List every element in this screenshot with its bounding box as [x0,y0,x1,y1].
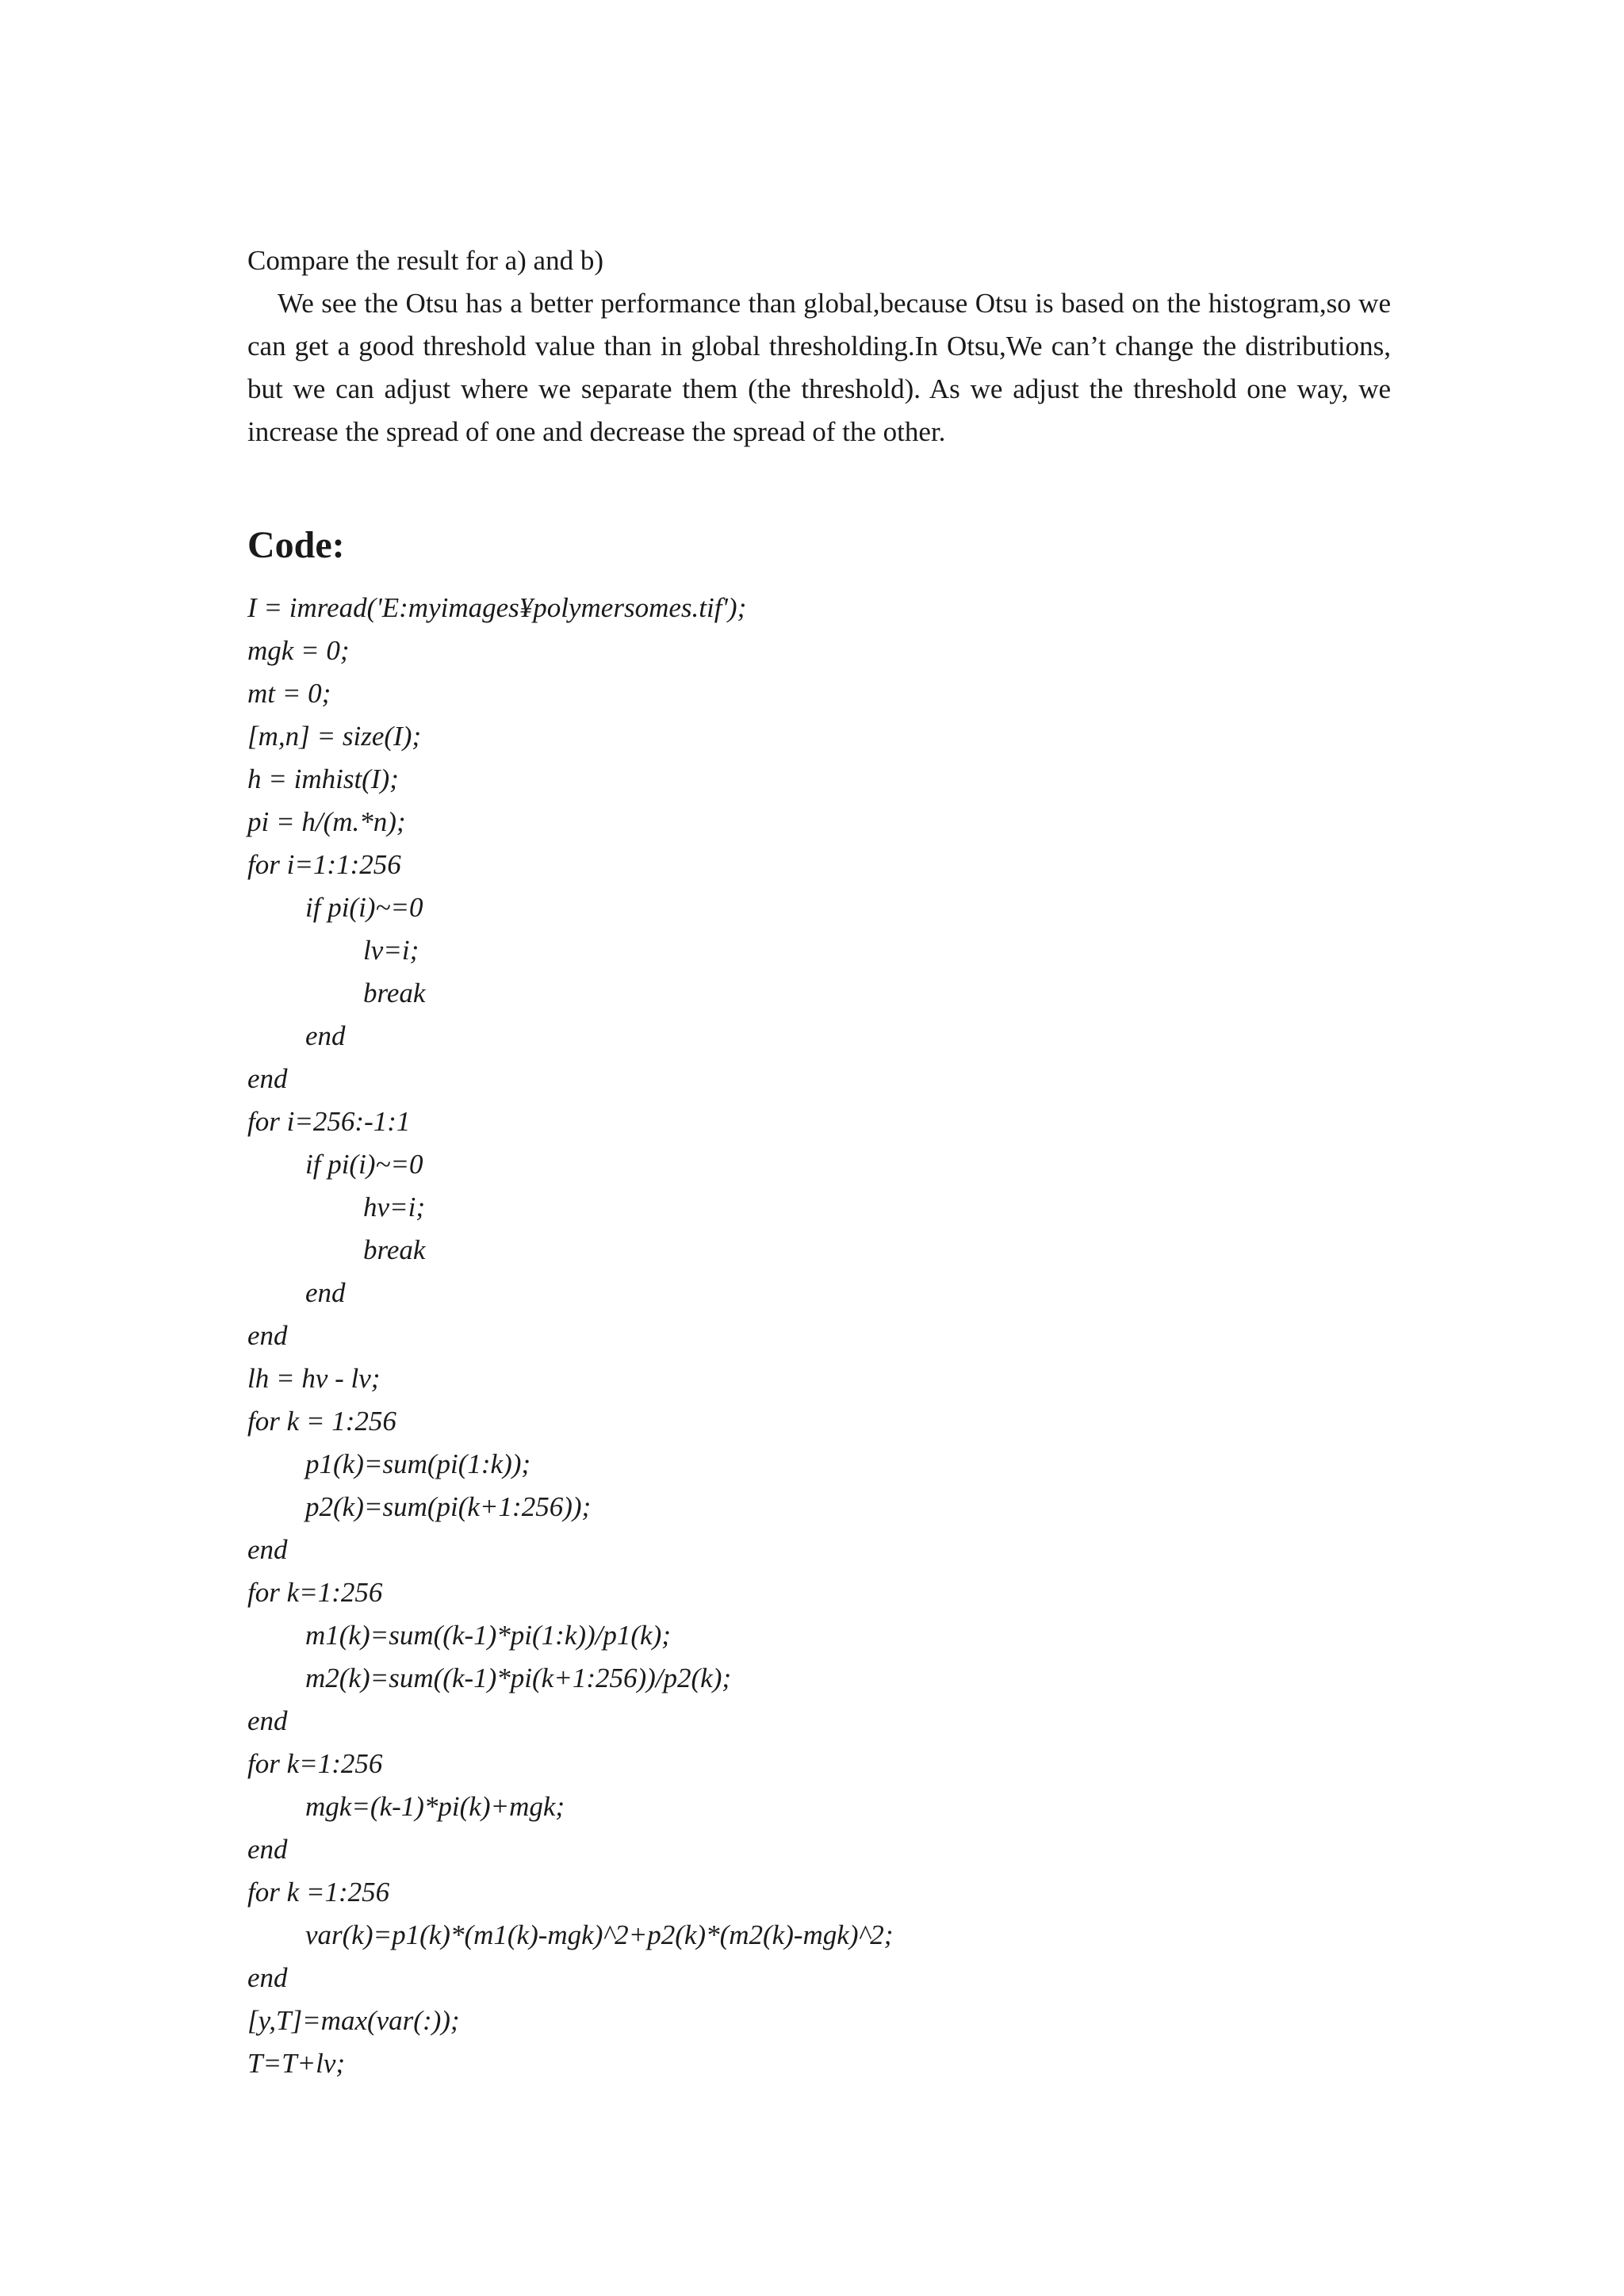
code-line: end [247,1962,288,1993]
document-content [247,239,1391,2085]
code-line: [y,T]=max(var(:)); [247,2005,460,2036]
code-line: mgk=(k-1)*pi(k)+mgk; [305,1791,565,1822]
code-line: break [363,1234,426,1265]
code-line: p1(k)=sum(pi(1:k)); [305,1448,531,1479]
code-line: for i=1:1:256 [247,849,401,880]
code-line: end [247,1705,288,1736]
code-line: end [247,1063,288,1094]
code-line: mgk = 0; [247,635,350,666]
code-line: m2(k)=sum((k-1)*pi(k+1:256))/p2(k); [305,1663,732,1693]
code-line: break [363,978,426,1008]
code-line: hv=i; [363,1192,426,1223]
code-line: mt = 0; [247,678,331,709]
compare-heading: Compare the result for a) and b) [247,245,604,276]
code-line: if pi(i)~=0 [305,1149,423,1180]
code-line: m1(k)=sum((k-1)*pi(1:k))/p1(k); [305,1620,671,1651]
body-paragraph: We see the Otsu has a better performance than global,because Otsu is based on the histogram,so we can get a good threshold value than in global thresholding.In Otsu,We can’t change the distributions, but we can adjust where we separate them (the threshold). As we adjust the threshold one way, we increase the spread of one and decrease the spread of the other. [247,288,1391,447]
code-line: h = imhist(I); [247,763,399,794]
code-line: lh = hv - lv; [247,1363,381,1394]
code-line: T=T+lv; [247,2048,346,2079]
code-line: end [305,1020,346,1051]
code-block [247,587,1391,2085]
code-line: for k=1:256 [247,1577,383,1608]
code-line: [m,n] = size(I); [247,721,422,752]
code-heading: Code: [247,524,345,566]
code-line: for k = 1:256 [247,1406,396,1437]
code-line: end [247,1320,288,1351]
code-line: var(k)=p1(k)*(m1(k)-mgk)^2+p2(k)*(m2(k)-mgk)^2; [305,1919,894,1950]
code-line: end [305,1277,346,1308]
code-line: for i=256:-1:1 [247,1106,411,1137]
code-line: end [247,1534,288,1565]
code-line: if pi(i)~=0 [305,892,423,923]
code-line: lv=i; [363,935,419,966]
code-line: for k =1:256 [247,1877,390,1908]
code-line: p2(k)=sum(pi(k+1:256)); [305,1491,592,1522]
code-line: for k=1:256 [247,1748,383,1779]
code-line: I = imread('E:myimages¥polymersomes.tif'); [247,592,747,623]
code-line: pi = h/(m.*n); [247,806,406,837]
code-line: end [247,1834,288,1865]
